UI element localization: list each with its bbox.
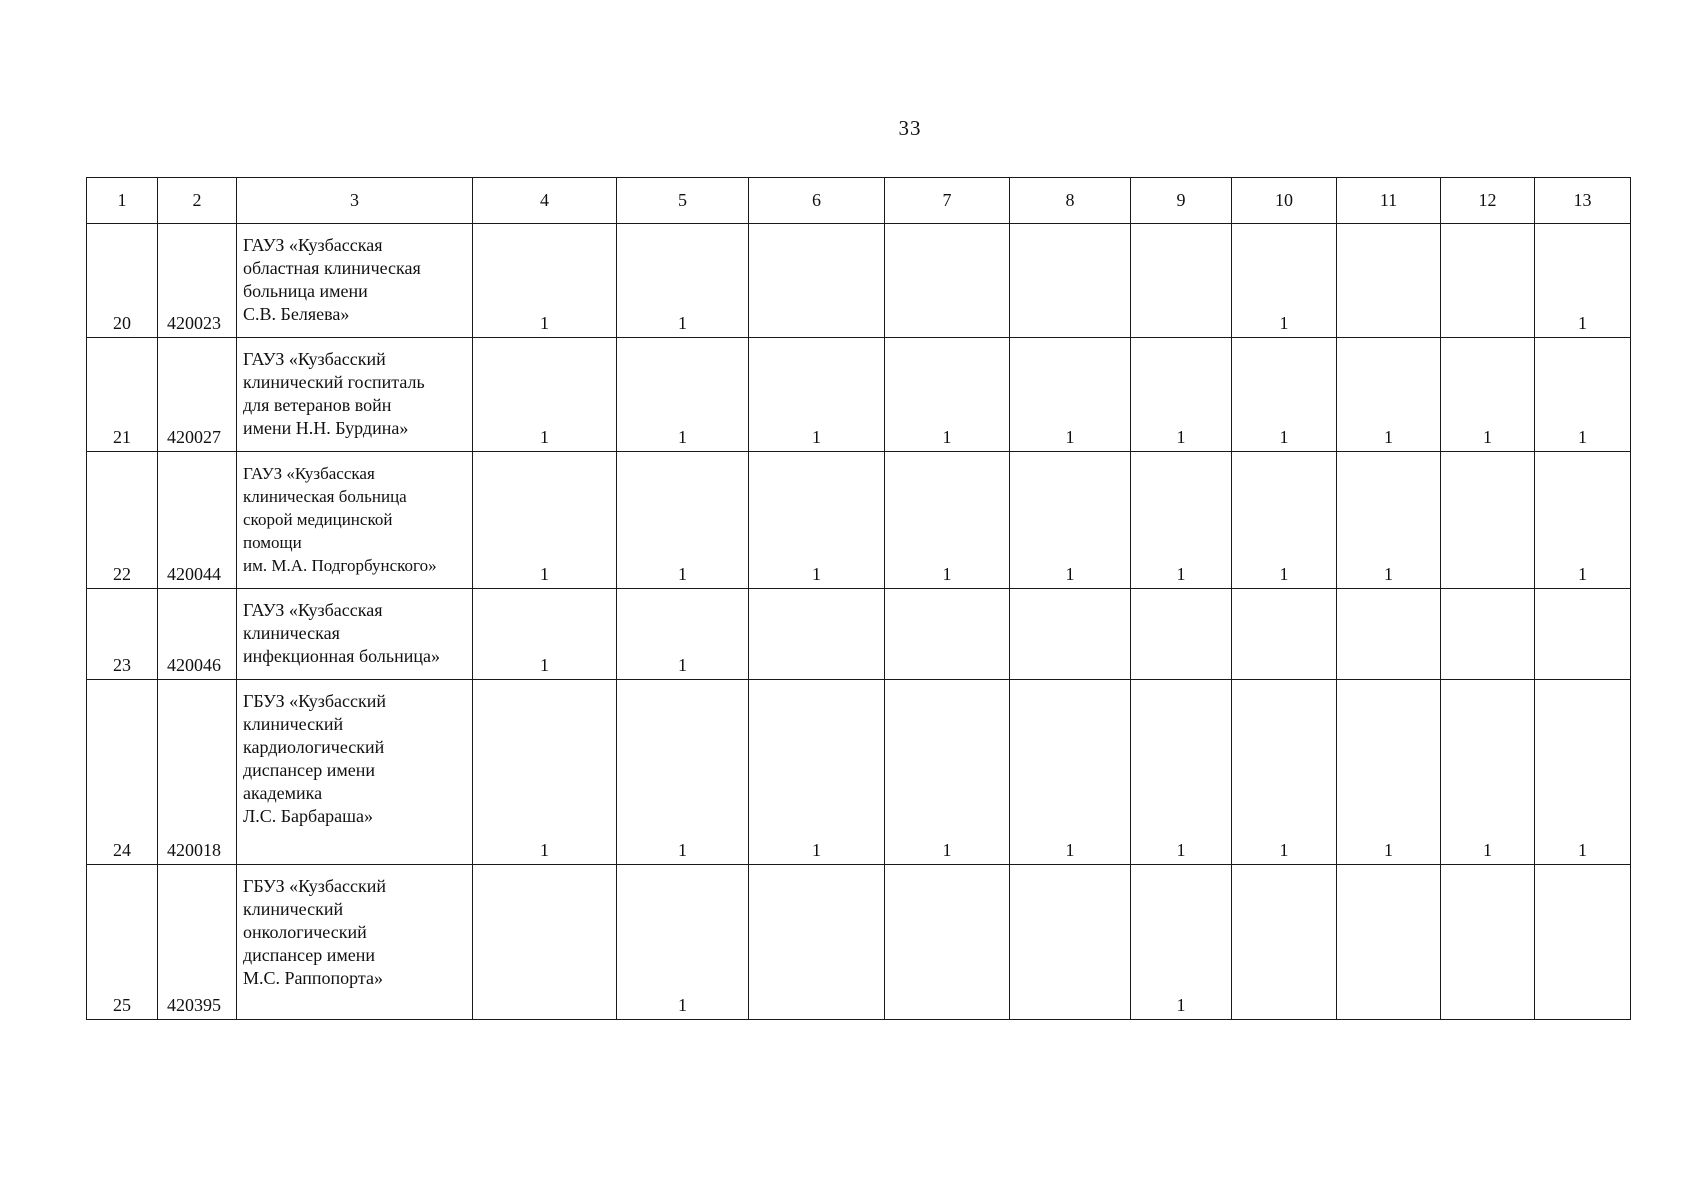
table-cell: 1: [1232, 224, 1337, 338]
table-cell: 1: [1232, 680, 1337, 865]
row-number: 21: [87, 338, 158, 452]
table-cell: 1: [1131, 452, 1232, 589]
table-cell: 1: [1131, 338, 1232, 452]
row-code: 420027: [158, 338, 237, 452]
row-code: 420044: [158, 452, 237, 589]
row-number: 25: [87, 865, 158, 1020]
table-row: [87, 224, 1631, 338]
row-number: 22: [87, 452, 158, 589]
table-cell: [1535, 589, 1631, 680]
table-cell: [749, 865, 885, 1020]
row-code: 420023: [158, 224, 237, 338]
table-cell: [1337, 589, 1441, 680]
table-cell: 1: [617, 589, 749, 680]
table-cell: 1: [749, 338, 885, 452]
column-header: 8: [1010, 178, 1131, 224]
organization-name: ГАУЗ «Кузбасская областная клиническая больница имени С.В. Беляева»: [237, 224, 473, 338]
table-cell: 1: [1535, 452, 1631, 589]
table-row: [87, 680, 1631, 865]
table-cell: [1232, 865, 1337, 1020]
table-cell: [1232, 589, 1337, 680]
table-cell: [1337, 224, 1441, 338]
table-cell: [885, 865, 1010, 1020]
table-cell: [1441, 589, 1535, 680]
table-cell: 1: [1131, 680, 1232, 865]
table-cell: [749, 589, 885, 680]
table-cell: 1: [617, 865, 749, 1020]
row-number: 20: [87, 224, 158, 338]
table-cell: [1010, 865, 1131, 1020]
row-code: 420046: [158, 589, 237, 680]
table-cell: 1: [885, 338, 1010, 452]
table-row: [87, 338, 1631, 452]
table-cell: 1: [1232, 452, 1337, 589]
table-cell: [1131, 224, 1232, 338]
table-cell: 1: [473, 338, 617, 452]
table-cell: [1441, 452, 1535, 589]
table-cell: 1: [1337, 680, 1441, 865]
table-cell: [885, 224, 1010, 338]
header-row: [87, 178, 1631, 224]
table-cell: 1: [1131, 865, 1232, 1020]
table-cell: [885, 589, 1010, 680]
table-cell: 1: [617, 224, 749, 338]
column-header: 9: [1131, 178, 1232, 224]
table-cell: [1010, 589, 1131, 680]
table-cell: 1: [473, 589, 617, 680]
organization-name: ГБУЗ «Кузбасский клинический онкологический диспансер имени М.С. Раппопорта»: [237, 865, 473, 1020]
table-cell: [473, 865, 617, 1020]
table-cell: 1: [885, 452, 1010, 589]
table-row: [87, 452, 1631, 589]
table-cell: 1: [1337, 452, 1441, 589]
column-header: 4: [473, 178, 617, 224]
column-header: 10: [1232, 178, 1337, 224]
table-cell: 1: [617, 338, 749, 452]
table-cell: [1535, 865, 1631, 1020]
table-cell: 1: [473, 224, 617, 338]
table-cell: 1: [617, 680, 749, 865]
row-code: 420018: [158, 680, 237, 865]
table-cell: [1131, 589, 1232, 680]
row-number: 24: [87, 680, 158, 865]
table-cell: 1: [1010, 452, 1131, 589]
column-header: 6: [749, 178, 885, 224]
table-cell: 1: [1232, 338, 1337, 452]
table-cell: [1010, 224, 1131, 338]
table-cell: 1: [1337, 338, 1441, 452]
table-cell: [749, 224, 885, 338]
table-cell: 1: [1535, 680, 1631, 865]
table-cell: 1: [473, 452, 617, 589]
row-code: 420395: [158, 865, 237, 1020]
table-row: [87, 589, 1631, 680]
table-cell: [1337, 865, 1441, 1020]
organization-name: ГАУЗ «Кузбасский клинический госпиталь для ветеранов войн имени Н.Н. Бурдина»: [237, 338, 473, 452]
organization-name: ГБУЗ «Кузбасский клинический кардиологический диспансер имени академика Л.С. Барбараша»: [237, 680, 473, 865]
data-table: [86, 177, 1631, 1020]
column-header: 13: [1535, 178, 1631, 224]
column-header: 2: [158, 178, 237, 224]
table-cell: [1441, 865, 1535, 1020]
table-cell: 1: [1441, 338, 1535, 452]
table-cell: 1: [617, 452, 749, 589]
table-cell: 1: [1010, 338, 1131, 452]
page-number: 33: [898, 116, 922, 140]
table-row: [87, 865, 1631, 1020]
table-cell: 1: [1535, 224, 1631, 338]
column-header: 1: [87, 178, 158, 224]
organization-name: ГАУЗ «Кузбасская клиническая инфекционная больница»: [237, 589, 473, 680]
column-header: 3: [237, 178, 473, 224]
table-cell: 1: [1535, 338, 1631, 452]
table-cell: 1: [1441, 680, 1535, 865]
organization-name: ГАУЗ «Кузбасская клиническая больница скорой медицинской помощи им. М.А. Подгорбунского»: [237, 452, 473, 589]
table-cell: 1: [749, 452, 885, 589]
table-cell: 1: [473, 680, 617, 865]
table-cell: 1: [885, 680, 1010, 865]
column-header: 11: [1337, 178, 1441, 224]
table-cell: [1441, 224, 1535, 338]
table-cell: 1: [1010, 680, 1131, 865]
column-header: 5: [617, 178, 749, 224]
column-header: 12: [1441, 178, 1535, 224]
table-cell: 1: [749, 680, 885, 865]
column-header: 7: [885, 178, 1010, 224]
row-number: 23: [87, 589, 158, 680]
